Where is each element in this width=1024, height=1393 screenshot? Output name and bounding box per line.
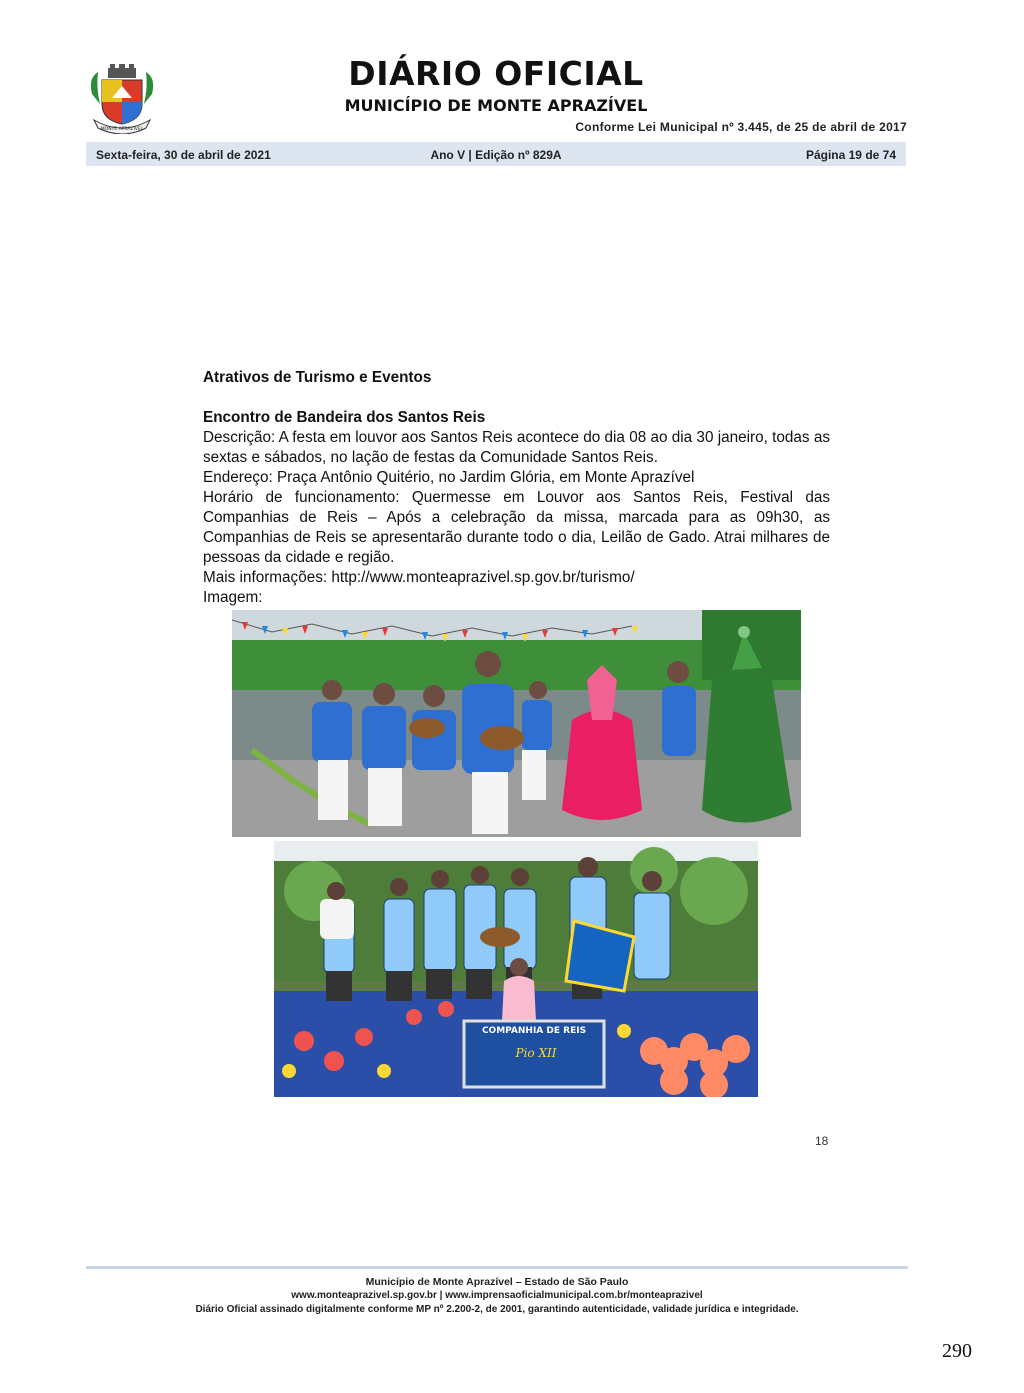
festival-stage-photo (274, 841, 758, 1097)
sheet-stamp-number: 290 (942, 1340, 972, 1362)
footer-signature-notice: Diário Oficial assinado digitalmente conforme MP nº 2.200-2, de 2001, garantindo autenticidade, validade jurídica e integridade. (195, 1304, 799, 1315)
image-label: Imagem: (203, 589, 263, 606)
footer-municipality: Município de Monte Aprazível – Estado de São Paulo (365, 1276, 629, 1288)
banner-text-2: Pio XII (515, 1046, 557, 1060)
municipal-coat-of-arms-icon (86, 64, 158, 134)
footer-divider (86, 1266, 908, 1269)
event-description: Descrição: A festa em louvor aos Santos Reis acontece do dia 08 ao dia 30 janeiro, todas as sextas e sábados, no lação de festas da Comunidade Santos Reis. (203, 429, 830, 466)
footer-websites: www.monteaprazivel.sp.gov.br | www.imprensaoficialmunicipal.com.br/monteaprazivel (291, 1290, 703, 1301)
event-address: Endereço: Praça Antônio Quitério, no Jardim Glória, em Monte Aprazível (203, 469, 695, 486)
inner-page-number: 18 (815, 1134, 829, 1148)
article-body (203, 368, 830, 608)
edition-info-bar (86, 142, 906, 166)
crest-scroll-text: MONTE APRAZÍVEL (100, 127, 144, 132)
municipality-subtitle: MUNICÍPIO DE MONTE APRAZÍVEL (344, 96, 648, 115)
event-hours: Horário de funcionamento: Quermesse em Louvor aos Santos Reis, Festival das Companhias de Reis – Após a celebração da missa, marcada para as 09h30, as Companhias de Reis se apresentarão durante todo o dia, Leilão de Gado. Atrai milhares de pessoas da cidade e região. (203, 489, 830, 566)
event-title: Encontro de Bandeira dos Santos Reis (203, 409, 486, 426)
banner-text: COMPANHIA DE REIS (481, 1026, 587, 1036)
edition-number: Ano V | Edição nº 829A (430, 148, 562, 162)
publication-date: Sexta-feira, 30 de abril de 2021 (96, 148, 271, 162)
page-title: DIÁRIO OFICIAL (348, 54, 644, 93)
section-heading: Atrativos de Turismo e Eventos (203, 369, 432, 386)
page-indicator: Página 19 de 74 (805, 148, 896, 162)
law-reference: Conforme Lei Municipal nº 3.445, de 25 de abril de 2017 (575, 120, 907, 134)
festival-street-photo (232, 610, 801, 837)
event-more-info: Mais informações: http://www.monteaprazivel.sp.gov.br/turismo/ (203, 569, 635, 586)
